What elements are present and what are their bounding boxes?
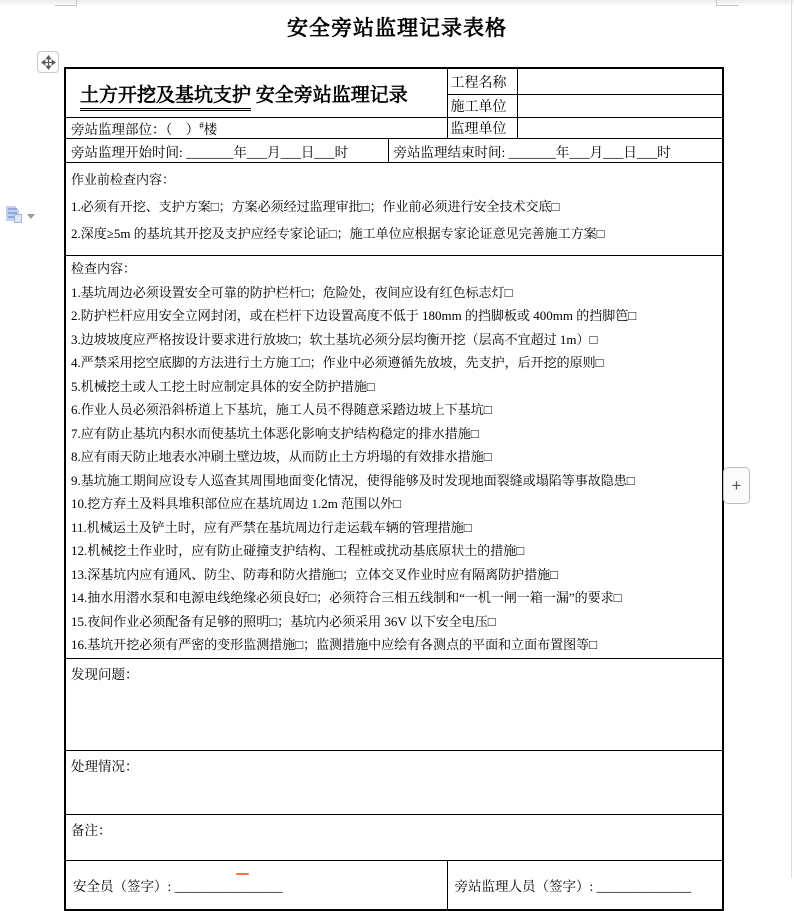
check-item: 5.机械挖土或人工挖土时应制定具体的安全防护措施□: [71, 378, 375, 394]
page-right-edge: [791, 0, 792, 878]
check-item: 15.夜间作业必须配备有足够的照明□；基坑内必须采用 36V 以下安全电压□: [71, 613, 496, 629]
move-arrows-icon: [42, 56, 55, 69]
margin-mark-top-left: [76, 0, 77, 6]
remarks-label: 备注：: [71, 823, 112, 838]
dropdown-arrow-icon[interactable]: [27, 214, 35, 219]
supervision-unit-label: 监理单位: [447, 118, 517, 139]
precheck-item-list: [71, 193, 716, 247]
check-section: [65, 256, 723, 659]
check-item: 2.防护栏杆应用安全立网封闭，或在栏杆下边设置高度不低于 180mm 的挡脚板或 400mm 的挡脚笆□: [71, 308, 637, 323]
check-item: 7.应有防止基坑内积水而使基坑土体恶化影响支护结构稳定的排水措施□: [71, 425, 479, 441]
location-number-mark: #: [199, 120, 204, 131]
precheck-section: [65, 163, 723, 256]
found-problems-cell[interactable]: [65, 659, 723, 751]
found-problems-label: 发现问题：: [71, 667, 139, 682]
construction-unit-label: 施工单位: [447, 95, 517, 118]
location-label: 旁站监理部位：（ ）: [71, 122, 200, 137]
check-item: 14.抽水用潜水泵和电源电线绝缘必须良好□；必须符合三相五线制和“一机一闸一箱一漏”的要求□: [71, 590, 622, 605]
supervision-record-table: [64, 67, 724, 911]
margin-mark-top-left: [55, 5, 77, 6]
paste-options-icon[interactable]: [6, 206, 19, 221]
precheck-heading: 作业前检查内容：: [71, 172, 176, 187]
check-item: 4.严禁采用挖空底脚的方法进行土方施工□；作业中必须遵循先放坡，先支护，后开挖的原则□: [71, 355, 604, 370]
location-suffix: 楼: [203, 122, 218, 137]
check-item: 10.挖方弃土及料具堆积部位应在基坑周边 1.2m 范围以外□: [71, 496, 401, 511]
check-item: 8.应有雨天防止地表水冲刷土壁边坡，从而防止土方坍塌的有效排水措施□: [71, 449, 492, 464]
check-item-list: [71, 281, 716, 657]
construction-unit-value[interactable]: [517, 95, 723, 118]
supervision-unit-value[interactable]: [517, 118, 723, 139]
location-cell[interactable]: [65, 118, 447, 139]
insert-row-button[interactable]: +: [723, 467, 750, 504]
check-item: 13.深基坑内应有通风、防尘、防毒和防火措施□；立体交叉作业时应有隔离防护措施□: [71, 566, 558, 582]
table-move-handle-icon[interactable]: [37, 51, 59, 73]
project-name-label: 工程名称: [447, 68, 517, 95]
check-item: 11.机械运土及铲土时，应有严禁在基坑周边行走运载车辆的管理措施□: [71, 519, 472, 535]
handling-label: 处理情况：: [71, 759, 139, 774]
check-heading: 检查内容：: [71, 261, 137, 276]
check-item: 9.基坑施工期间应设专人巡查其周围地面变化情况，使得能够及时发现地面裂缝或塌陷等事故隐患□: [71, 472, 635, 488]
supervisor-signature-cell[interactable]: 旁站监理人员（签字）: ______________: [447, 861, 723, 911]
form-subject-rest: 安全旁站监理记录: [251, 84, 408, 106]
precheck-item: 1.必须有开挖、支护方案□；方案必须经过监理审批□；作业前必须进行安全技术交底□: [71, 199, 560, 214]
form-subject-underlined: 土方开挖及基坑支护: [80, 85, 251, 111]
check-item: 1.基坑周边必须设置安全可靠的防护栏杆□；危险处，夜间应设有红色标志灯□: [71, 284, 513, 300]
check-item: 6.作业人员必须沿斜桥道上下基坑，施工人员不得随意采踏边坡上下基坑□: [71, 402, 492, 417]
document-title: 安全旁站监理记录表格: [287, 16, 507, 40]
precheck-item: 2.深度≥5m 的基坑其开挖及支护应经专家论证□；施工单位应根据专家论证意见完善施工方案□: [71, 226, 605, 241]
project-name-value[interactable]: [517, 68, 723, 95]
margin-mark-top-right: [716, 5, 739, 6]
end-time-cell[interactable]: 旁站监理结束时间: _______年___月___日___时: [388, 139, 723, 163]
check-item: 3.边坡坡度应严格按设计要求进行放坡□；软土基坑必须分层均衡开挖（层高不宜超过 1m）□: [71, 331, 598, 347]
start-time-cell[interactable]: 旁站监理开始时间: _______年___月___日___时: [65, 139, 388, 163]
safety-officer-signature-cell[interactable]: 安全员（签字）: ________________: [65, 861, 447, 911]
check-item: 16.基坑开挖必须有严密的变形监测措施□；监测措施中应绘有各测点的平面和立面布置图等□: [71, 637, 597, 652]
handling-cell[interactable]: [65, 751, 723, 815]
remarks-cell[interactable]: [65, 815, 723, 861]
page-top-shadow: [0, 0, 794, 6]
form-title-cell: [65, 68, 447, 118]
check-item: 12.机械挖土作业时，应有防止碰撞支护结构、工程桩或扰动基底原状土的措施□: [71, 543, 525, 558]
